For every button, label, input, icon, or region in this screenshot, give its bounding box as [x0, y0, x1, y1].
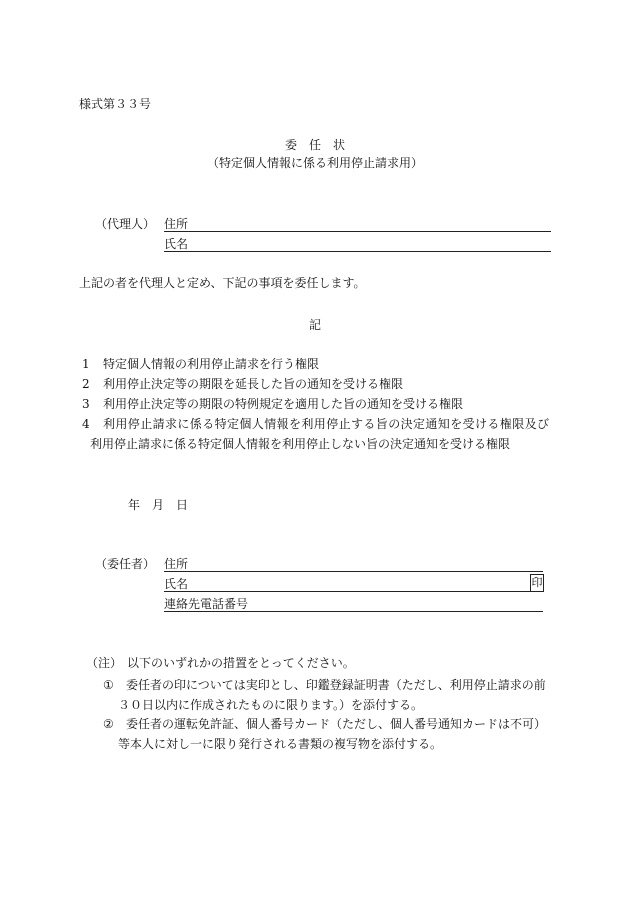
item-text: 利用停止決定等の期限を延長した旨の通知を受ける権限: [103, 377, 404, 391]
item-text: 利用停止請求に係る特定個人情報を利用停止する旨の決定通知を受ける権限及び: [103, 417, 550, 431]
agent-name-field: [164, 237, 551, 252]
principal-name-field: [164, 577, 543, 592]
principal-address-field: [164, 557, 543, 572]
agent-address-field: [164, 217, 551, 232]
note-text: 委任者の運転免許証、個人番号カード（ただし、個人番号通知カードは不可）: [126, 717, 547, 731]
seal-box: 印: [530, 574, 544, 592]
item-number: 2: [82, 377, 90, 391]
note-text: 委任者の印については実印とし、印鑑登録証明書（ただし、利用停止請求の前: [126, 678, 546, 692]
delegation-statement: 上記の者を代理人と定め、下記の事項を委任します。: [79, 276, 366, 290]
item-text: 利用停止決定等の期限の特例規定を適用した旨の通知を受ける権限: [103, 397, 464, 411]
principal-phone-field: [164, 597, 543, 612]
note-marker: ②: [103, 717, 114, 731]
notes-intro: 以下のいずれかの措置をとってください。: [127, 656, 355, 670]
item-text-continuation: 利用停止請求に係る特定個人情報を利用停止しない旨の決定通知を受ける権限: [90, 437, 511, 451]
ki-heading: 記: [308, 318, 321, 332]
item-number: 3: [82, 397, 90, 411]
item-number: 1: [82, 357, 90, 371]
date-line: 年 月 日: [128, 498, 189, 512]
principal-label: （委任者）: [95, 557, 156, 571]
notes-label: （注）: [86, 656, 123, 670]
principal-phone-label: 連絡先電話番号: [164, 597, 249, 611]
note-marker: ①: [103, 678, 114, 692]
agent-label: （代理人）: [95, 217, 156, 231]
principal-address-label: 住所: [164, 557, 189, 571]
item-number: 4: [82, 417, 90, 431]
item-text: 特定個人情報の利用停止請求を行う権限: [103, 357, 320, 371]
note-text-continuation: 等本人に対し一に限り発行される書類の複写物を添付する。: [118, 737, 443, 751]
principal-name-label: 氏名: [164, 577, 189, 591]
form-number: 様式第３３号: [79, 97, 152, 111]
agent-name-label: 氏名: [164, 237, 189, 251]
document-title: 委 任 状: [284, 138, 345, 152]
note-text-continuation: ３０日以内に作成されたものに限ります。）を添付する。: [118, 698, 424, 712]
document-subtitle: （特定個人情報に係る利用停止請求用）: [206, 156, 423, 170]
agent-address-label: 住所: [164, 217, 189, 231]
